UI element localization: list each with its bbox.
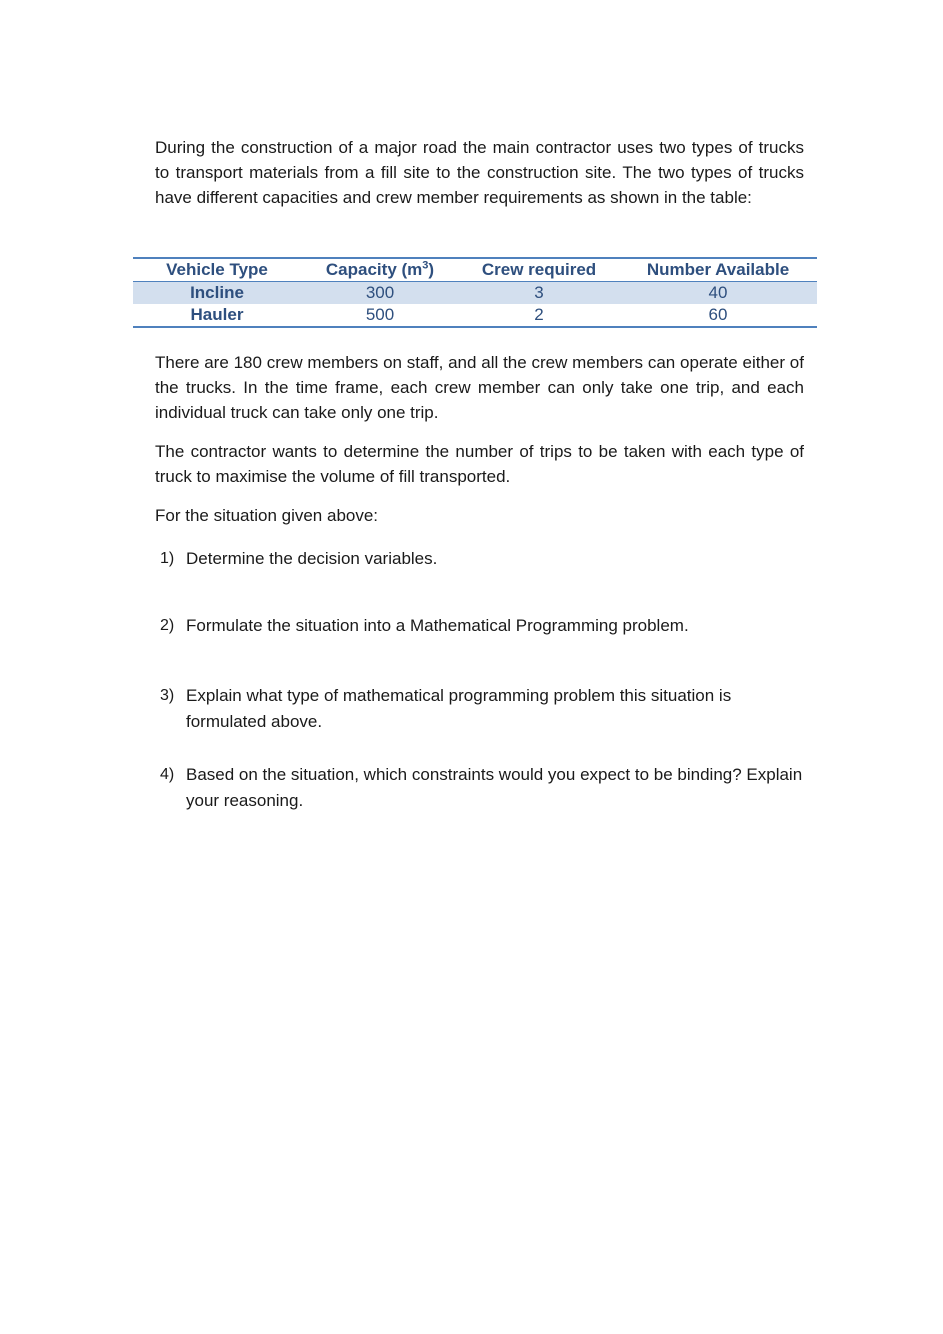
question-number: 1) — [160, 550, 175, 567]
table-row — [133, 282, 817, 305]
header-crew-required: Crew required — [459, 258, 619, 282]
header-capacity-close: ) — [428, 260, 435, 279]
header-number-available: Number Available — [619, 258, 817, 282]
table-row — [133, 304, 817, 327]
cell-crew: 3 — [459, 282, 619, 305]
header-capacity — [301, 258, 459, 282]
intro-paragraph: During the construction of a major road the main contractor uses two types of trucks to transport materials from a fill site to the construction site. The two types of trucks have different capacities and crew member requirements as shown in the table: — [155, 138, 804, 207]
question-text: Formulate the situation into a Mathematical Programming problem. — [186, 616, 689, 635]
question-number: 4) — [160, 766, 175, 783]
cell-crew: 2 — [534, 305, 544, 324]
question-text: Based on the situation, which constraints would you expect to be binding? Explain your reasoning. — [186, 765, 803, 810]
cell-available: 60 — [708, 305, 728, 324]
header-vehicle-type: Vehicle Type — [133, 258, 301, 282]
question-text: Explain what type of mathematical programming problem this situation is formulated above. — [186, 686, 732, 731]
truck-table — [133, 257, 817, 328]
header-capacity-label: Capacity (m — [325, 260, 423, 279]
question-item — [160, 762, 810, 814]
cell-capacity: 300 — [301, 282, 459, 305]
question-number: 3) — [160, 687, 175, 704]
cell-vehicle: Incline — [133, 282, 301, 305]
lead-in-paragraph: For the situation given above: — [155, 506, 379, 525]
question-item — [160, 613, 810, 639]
cell-available: 40 — [619, 282, 817, 305]
cell-capacity: 500 — [365, 305, 395, 324]
question-text: Determine the decision variables. — [186, 549, 438, 568]
question-number: 2) — [160, 617, 175, 634]
table-header-row — [133, 258, 817, 282]
cell-vehicle: Hauler — [190, 305, 244, 324]
header-capacity-superscript: 3 — [422, 259, 429, 272]
question-item — [160, 683, 810, 735]
goal-paragraph: The contractor wants to determine the number of trips to be taken with each type of truck to maximise the volume of fill transported. — [155, 442, 804, 486]
question-item — [160, 546, 810, 572]
crew-paragraph: There are 180 crew members on staff, and all the crew members can operate either of the trucks. In the time frame, each crew member can only take one trip, and each individual truck can take only one trip. — [155, 353, 804, 422]
